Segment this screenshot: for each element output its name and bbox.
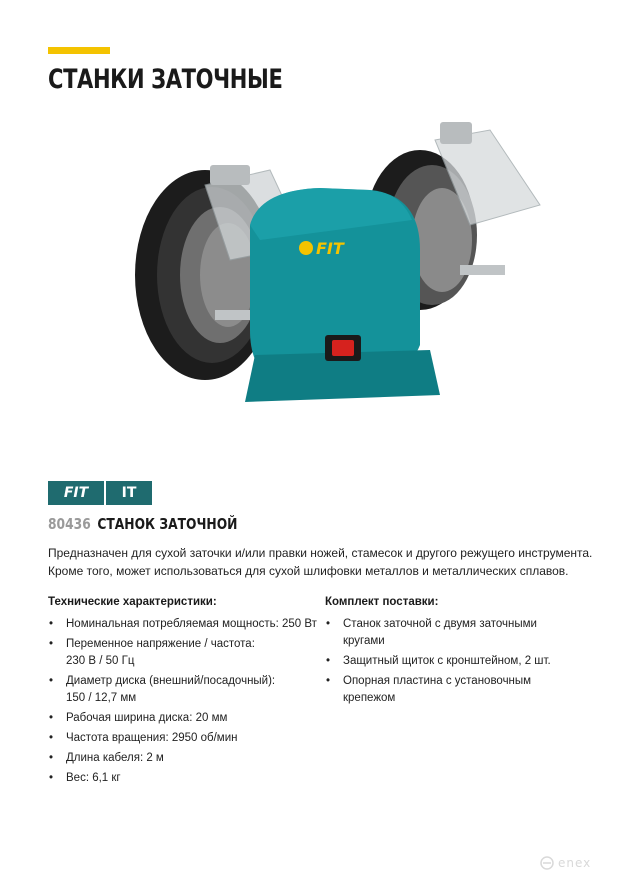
- brand-logo: [48, 481, 152, 505]
- brand-line-text: IT: [106, 481, 152, 505]
- specs-title: Технические характеристики:: [48, 596, 217, 608]
- brand-logo-text: FIT: [48, 481, 106, 505]
- product-code: 80436: [48, 515, 91, 533]
- spec-item: • Длина кабеля: 2 м: [48, 750, 318, 767]
- spec-item: • Вес: 6,1 кг: [48, 770, 318, 787]
- specs-section: [48, 596, 318, 790]
- watermark-text: enex: [558, 856, 592, 870]
- product-heading: [48, 515, 237, 533]
- page-title: СТАНКИ ЗАТОЧНЫЕ: [48, 64, 283, 95]
- product-name: СТАНОК ЗАТОЧНОЙ: [97, 515, 238, 533]
- kit-item: • Защитный щиток с кронштейном, 2 шт.: [325, 653, 575, 670]
- device-logo: FIT: [316, 239, 344, 258]
- kit-item: • Опорная пластина с установочным крепежом: [325, 673, 575, 707]
- spec-item: • Переменное напряжение / частота: 230 В / 50 Гц: [48, 636, 318, 670]
- kit-title: Комплект поставки:: [325, 596, 439, 608]
- spec-item: • Диаметр диска (внешний/посадочный): 150 / 12,7 мм: [48, 673, 318, 707]
- watermark: [540, 856, 591, 870]
- watermark-icon: [540, 856, 554, 870]
- product-description: Предназначен для сухой заточки и/или правки ножей, стамесок и другого режущего инструмента. Кроме того, может использоваться для сухой шлифовки металлов и металлических сплавов.: [48, 546, 593, 578]
- kit-section: [325, 596, 575, 710]
- spec-item: • Номинальная потребляемая мощность: 250 Вт: [48, 616, 318, 633]
- product-image: [120, 110, 560, 420]
- spec-item: • Частота вращения: 2950 об/мин: [48, 730, 318, 747]
- kit-item: • Станок заточной с двумя заточными кругами: [325, 616, 575, 650]
- kit-list: [325, 616, 575, 707]
- accent-bar: [48, 47, 110, 54]
- spec-item: • Рабочая ширина диска: 20 мм: [48, 710, 318, 727]
- specs-list: [48, 616, 318, 787]
